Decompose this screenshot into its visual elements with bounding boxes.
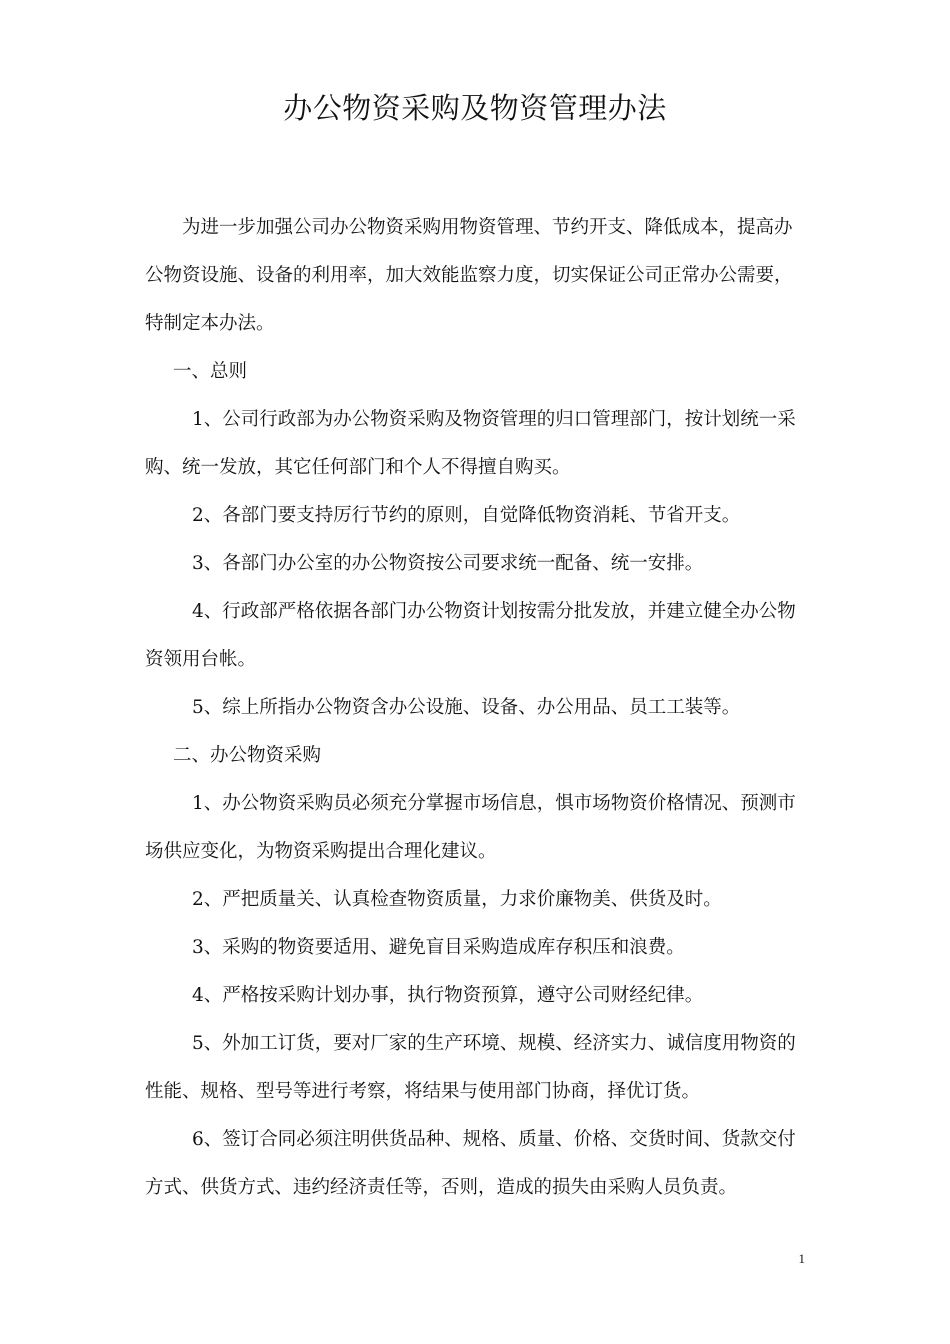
procurement-item-4 <box>145 972 808 1020</box>
general-item-3 <box>145 540 808 588</box>
page-title: 办公物资采购及物资管理办法 <box>283 91 667 125</box>
text-line: 购、统一发放，其它任何部门和个人不得擅自购买。 <box>145 457 571 478</box>
text-line: 1、办公物资采购员必须充分掌握市场信息，惧市场物资价格情况、预测市 <box>192 793 796 814</box>
text-line: 4、严格按采购计划办事，执行物资预算，遵守公司财经纪律。 <box>192 985 704 1006</box>
text-line: 2、各部门要支持厉行节约的原则，自觉降低物资消耗、节省开支。 <box>192 505 741 526</box>
section-heading-general <box>145 348 808 396</box>
text-line: 5、外加工订货，要对厂家的生产环境、规模、经济实力、诚信度用物资的 <box>192 1033 796 1054</box>
text-line: 场供应变化，为物资采购提出合理化建议。 <box>145 841 497 862</box>
text-line: 1、公司行政部为办公物资采购及物资管理的归口管理部门，按计划统一采 <box>192 409 796 430</box>
text-line: 6、签订合同必须注明供货品种、规格、质量、价格、交货时间、货款交付 <box>192 1129 796 1150</box>
text-line: 3、各部门办公室的办公物资按公司要求统一配备、统一安排。 <box>192 553 704 574</box>
section-heading: 二、办公物资采购 <box>173 745 322 766</box>
general-item-5 <box>145 684 808 732</box>
text-line: 特制定本办法。 <box>145 313 275 334</box>
text-line: 方式、供货方式、违约经济责任等，否则，造成的损失由采购人员负责。 <box>145 1177 738 1198</box>
procurement-item-6 <box>145 1116 808 1212</box>
text-line: 5、综上所指办公物资含办公设施、设备、办公用品、员工工装等。 <box>192 697 741 718</box>
text-line: 公物资设施、设备的利用率，加大效能监察力度，切实保证公司正常办公需要， <box>145 265 793 286</box>
general-item-1 <box>145 396 808 492</box>
section-heading: 一、总则 <box>173 361 248 382</box>
section-heading-procurement <box>145 732 808 780</box>
procurement-item-1 <box>145 780 808 876</box>
procurement-item-3 <box>145 924 808 972</box>
text-line: 为进一步加强公司办公物资采购用物资管理、节约开支、降低成本，提高办 <box>182 217 793 238</box>
text-line: 资领用台帐。 <box>145 649 257 670</box>
text-line: 性能、规格、型号等进行考察，将结果与使用部门协商，择优订货。 <box>145 1081 701 1102</box>
text-line: 4、行政部严格依据各部门办公物资计划按需分批发放，并建立健全办公物 <box>192 601 796 622</box>
procurement-item-2 <box>145 876 808 924</box>
general-item-2 <box>145 492 808 540</box>
text-line: 3、采购的物资要适用、避免盲目采购造成库存积压和浪费。 <box>192 937 685 958</box>
page-number: 1 <box>798 1251 805 1266</box>
intro-paragraph <box>145 204 808 348</box>
document-body <box>145 204 808 1212</box>
procurement-item-5 <box>145 1020 808 1116</box>
general-item-4 <box>145 588 808 684</box>
text-line: 2、严把质量关、认真检查物资质量，力求价廉物美、供货及时。 <box>192 889 722 910</box>
